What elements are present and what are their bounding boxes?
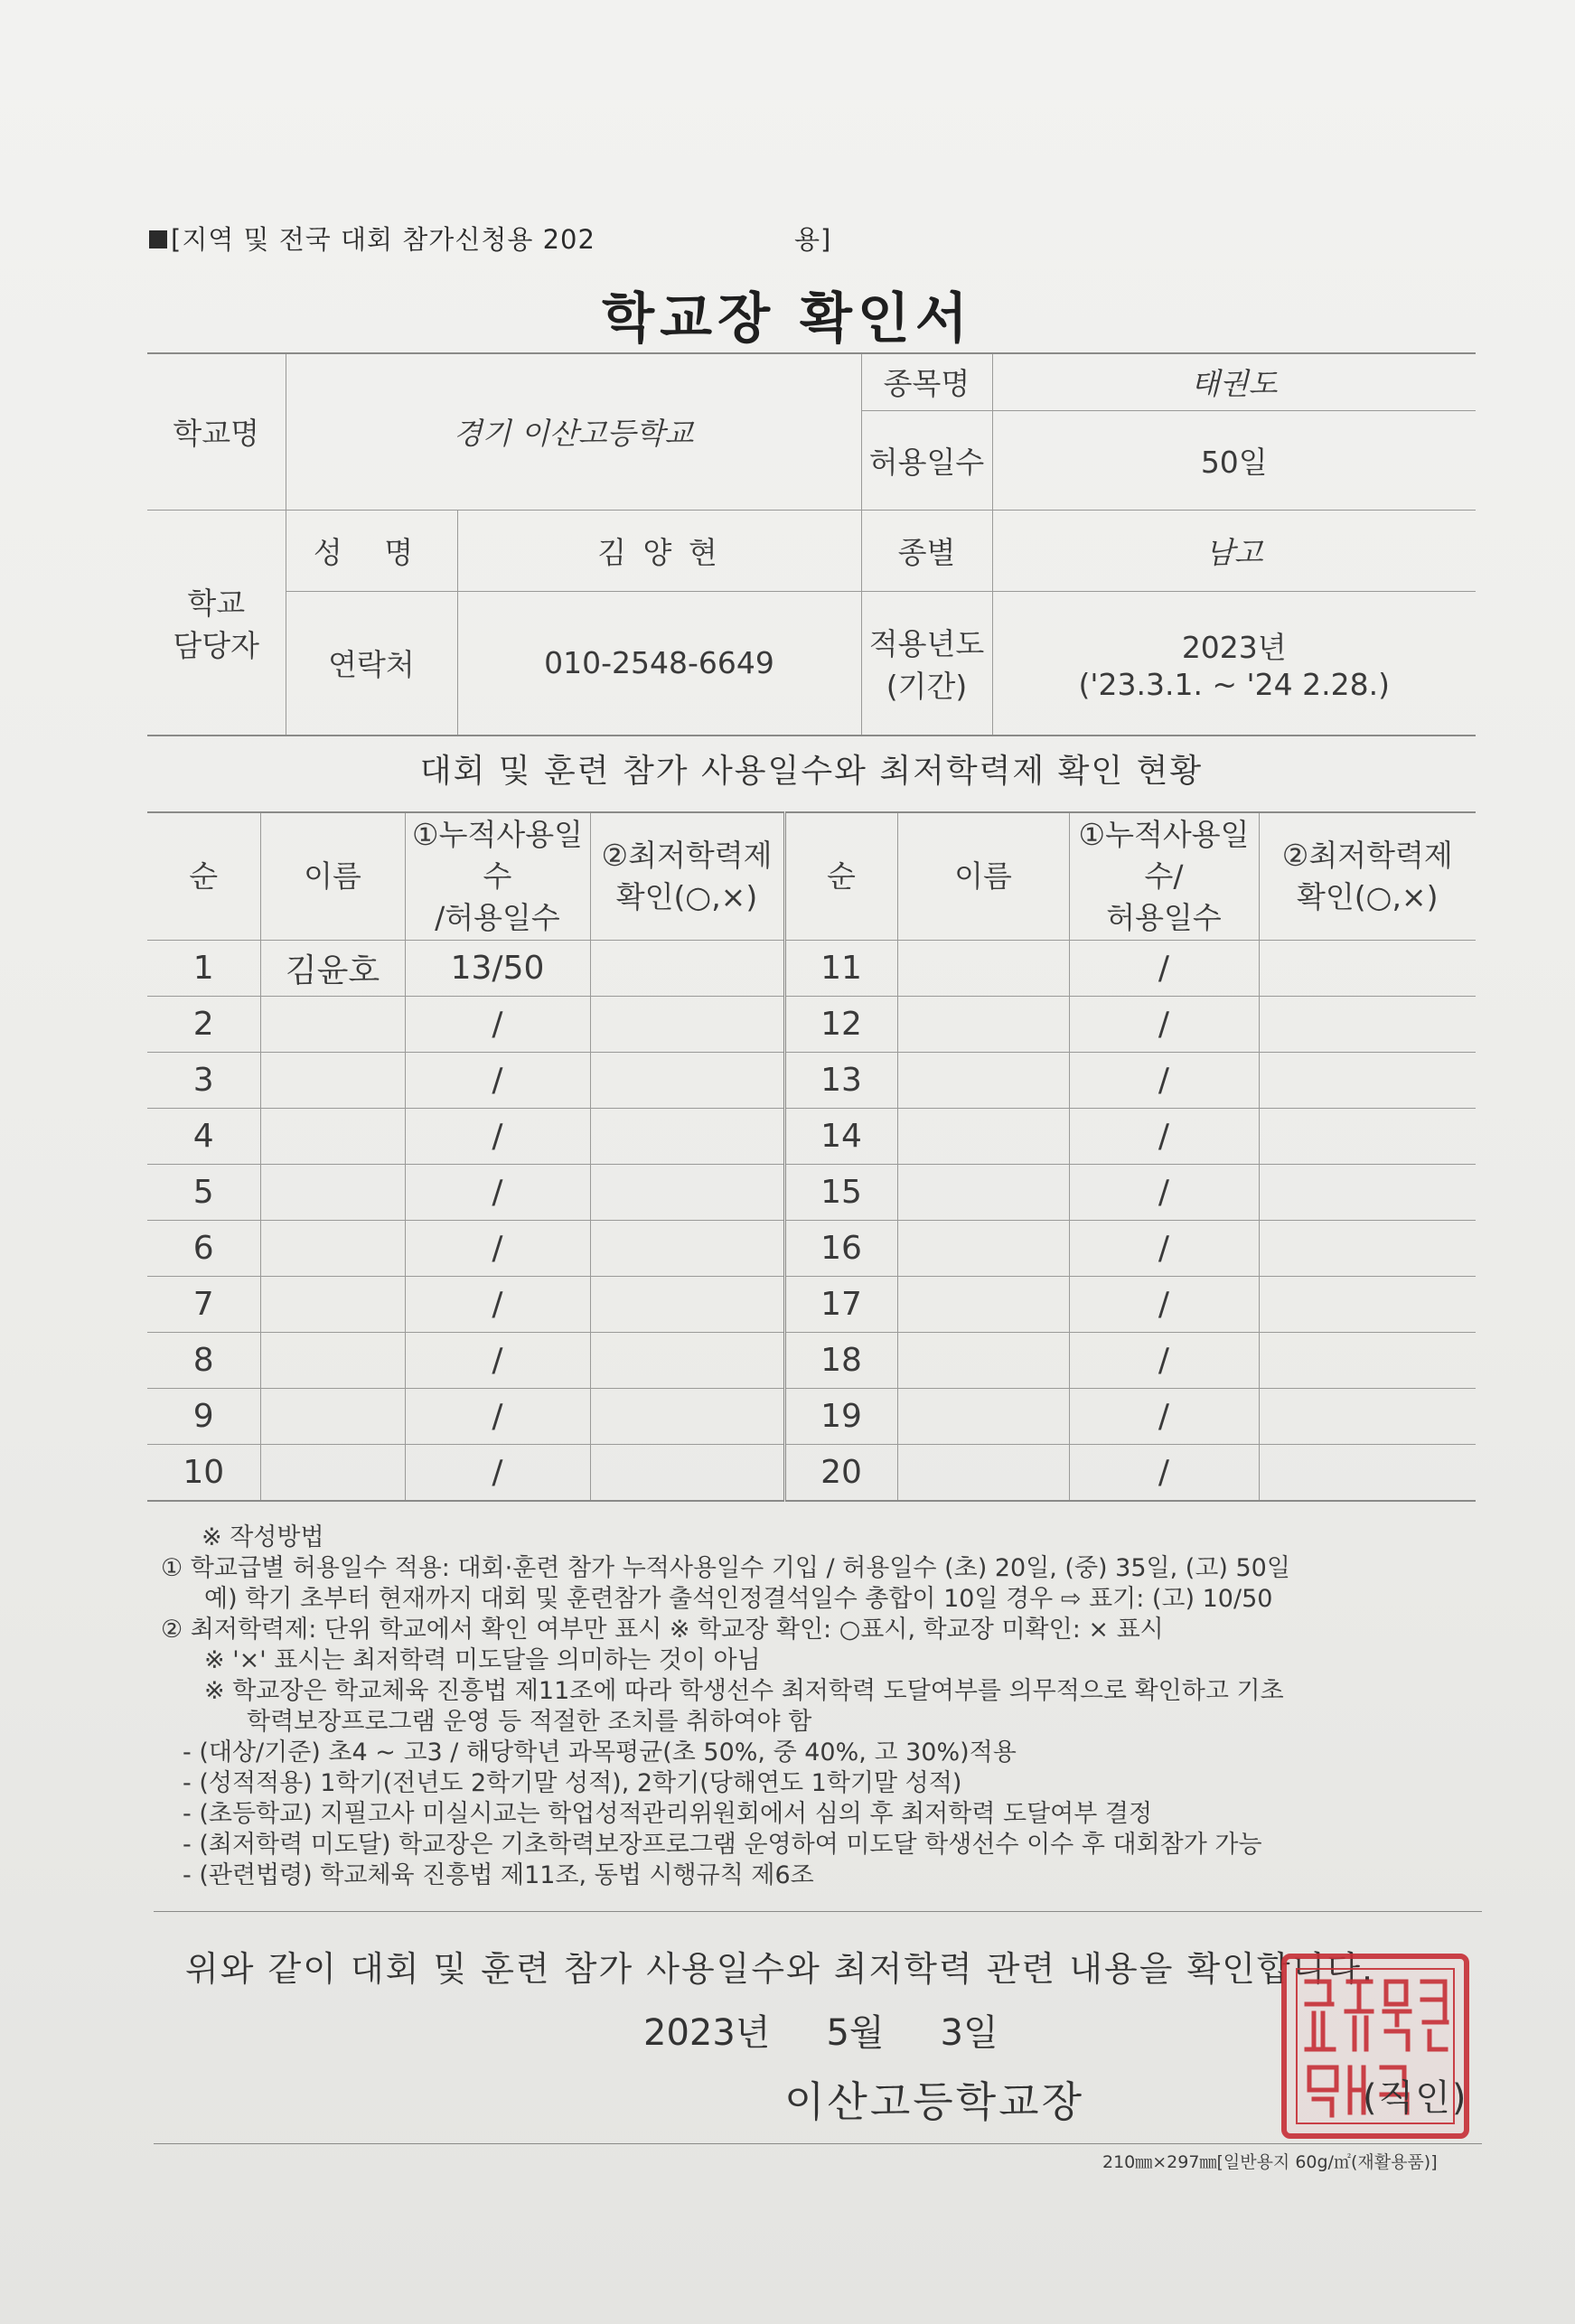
row-name (260, 1165, 405, 1221)
contact-label: 연락처 (286, 591, 457, 736)
row-number: 5 (147, 1165, 260, 1221)
col-header-days: ①누적사용일수 /허용일수 (405, 812, 590, 941)
row-name (260, 1277, 405, 1333)
seal-label: (직인) (1363, 2077, 1468, 2119)
row-check (590, 1109, 784, 1165)
divider-bottom (154, 2143, 1482, 2144)
row-number-2: 18 (784, 1333, 897, 1389)
col-header-no: 순 (147, 812, 260, 941)
row-check (590, 1165, 784, 1221)
row-days: / (405, 1445, 590, 1502)
sport-value: 태권도 (992, 353, 1476, 410)
confirmation-statement: 위와 같이 대회 및 훈련 참가 사용일수와 최저학력 관련 내용을 확인합니다. (185, 1949, 1375, 1989)
col-header-check: ②최저학력제 확인(○,×) (590, 812, 784, 941)
row-name-2 (897, 997, 1069, 1053)
col-header-no-2: 순 (784, 812, 897, 941)
row-check-2 (1259, 1165, 1476, 1221)
row-days-2: / (1069, 1109, 1259, 1165)
row-name-2 (897, 1165, 1069, 1221)
year-value: 2023년 ('23.3.1. ~ '24 2.28.) (992, 591, 1476, 736)
person-name-value: 김 양 현 (457, 510, 861, 591)
note-dash-1: - (대상/기준) 초4 ~ 고3 / 해당학년 과목평균(초 50%, 중 40%, 고 30%)적용 (183, 1738, 1017, 1766)
row-name (260, 1053, 405, 1109)
divider (154, 1911, 1482, 1912)
row-days: / (405, 1389, 590, 1445)
row-check (590, 1389, 784, 1445)
row-name (260, 997, 405, 1053)
row-name-2 (897, 1389, 1069, 1445)
row-days: / (405, 1109, 590, 1165)
note-1: ① 학교급별 허용일수 적용: 대회·훈련 참가 누적사용일수 기입 / 허용일수 (초) 20일, (중) 35일, (고) 50일 (161, 1554, 1290, 1582)
table-row (147, 1389, 1476, 1445)
row-name-2 (897, 1277, 1069, 1333)
row-days-2: / (1069, 1053, 1259, 1109)
row-name (260, 1333, 405, 1389)
row-name: 김윤호 (260, 941, 405, 997)
note-2: ② 최저학력제: 단위 학교에서 확인 여부만 표시 ※ 학교장 확인: ○표시, 학교장 미확인: × 표시 (161, 1616, 1164, 1644)
row-number: 1 (147, 941, 260, 997)
col-header-name: 이름 (260, 812, 405, 941)
row-check-2 (1259, 941, 1476, 997)
row-check-2 (1259, 1445, 1476, 1502)
note-dash-5: - (관련법령) 학교체육 진흥법 제11조, 동법 시행규칙 제6조 (183, 1861, 814, 1889)
row-name (260, 1109, 405, 1165)
note-dash-4: - (최저학력 미도달) 학교장은 기초학력보장프로그램 운영하여 미도달 학생선수 이수 후 대회참가 가능 (183, 1831, 1262, 1859)
row-number-2: 11 (784, 941, 897, 997)
contact-value: 010-2548-6649 (457, 591, 861, 736)
row-number-2: 17 (784, 1277, 897, 1333)
row-name (260, 1445, 405, 1502)
row-days: / (405, 997, 590, 1053)
row-number: 6 (147, 1221, 260, 1277)
row-name-2 (897, 1333, 1069, 1389)
manager-label: 학교 담당자 (147, 510, 286, 736)
row-days-2: / (1069, 1277, 1259, 1333)
row-number-2: 12 (784, 997, 897, 1053)
row-days: / (405, 1053, 590, 1109)
row-name-2 (897, 1109, 1069, 1165)
row-days-2: / (1069, 1389, 1259, 1445)
row-number-2: 16 (784, 1221, 897, 1277)
row-check (590, 1333, 784, 1389)
allowed-days-value: 50일 (992, 410, 1476, 510)
issue-date: 2023년 5월 3일 (643, 2012, 998, 2054)
table-row (147, 997, 1476, 1053)
school-name-label: 학교명 (147, 353, 286, 510)
col-header-name-2: 이름 (897, 812, 1069, 941)
row-days-2: / (1069, 941, 1259, 997)
row-name-2 (897, 1221, 1069, 1277)
school-info-table (147, 352, 1476, 736)
row-check (590, 1053, 784, 1109)
table-row (147, 1277, 1476, 1333)
row-days-2: / (1069, 1221, 1259, 1277)
row-check (590, 1221, 784, 1277)
sport-label: 종목명 (861, 353, 992, 410)
allowed-days-label: 허용일수 (861, 410, 992, 510)
table-row (147, 1053, 1476, 1109)
gender-label: 종별 (861, 510, 992, 591)
note-dash-2: - (성적적용) 1학기(전년도 2학기말 성적), 2학기(당해연도 1학기말 성적) (183, 1769, 962, 1797)
row-number: 9 (147, 1389, 260, 1445)
gender-value: 남고 (992, 510, 1476, 591)
row-number: 10 (147, 1445, 260, 1502)
row-number-2: 20 (784, 1445, 897, 1502)
row-days-2: / (1069, 1333, 1259, 1389)
row-days: / (405, 1165, 590, 1221)
row-name-2 (897, 1053, 1069, 1109)
note-dash-3: - (초등학교) 지필고사 미실시교는 학업성적관리위원회에서 심의 후 최저학력 도달여부 결정 (183, 1800, 1153, 1828)
square-bullet-icon (149, 230, 167, 248)
row-check-2 (1259, 1333, 1476, 1389)
row-check-2 (1259, 1109, 1476, 1165)
row-number-2: 14 (784, 1109, 897, 1165)
row-check (590, 1277, 784, 1333)
row-number: 2 (147, 997, 260, 1053)
participation-table (147, 811, 1476, 1502)
row-number: 8 (147, 1333, 260, 1389)
row-number: 4 (147, 1109, 260, 1165)
paper-spec-note: 210㎜×297㎜[일반용지 60g/㎡(재활용품)] (1102, 2152, 1438, 2172)
table-row (147, 1109, 1476, 1165)
col-header-check-2: ②최저학력제 확인(○,×) (1259, 812, 1476, 941)
row-days: / (405, 1221, 590, 1277)
table-row (147, 1333, 1476, 1389)
instructions (161, 1523, 1480, 1891)
table-row (147, 941, 1476, 997)
table-row (147, 1445, 1476, 1502)
row-number-2: 15 (784, 1165, 897, 1221)
row-days: / (405, 1277, 590, 1333)
table-row (147, 1165, 1476, 1221)
person-name-label: 성 명 (286, 510, 457, 591)
row-check (590, 997, 784, 1053)
row-check-2 (1259, 1053, 1476, 1109)
note-1-example: 예) 학기 초부터 현재까지 대회 및 훈련참가 출석인정결석일수 총합이 10일 경우 ⇨ 표기: (고) 10/50 (204, 1585, 1273, 1613)
col-header-days-2: ①누적사용일수/ 허용일수 (1069, 812, 1259, 941)
row-check-2 (1259, 997, 1476, 1053)
notes-heading: ※ 작성방법 (202, 1523, 324, 1551)
signer-name: 이산고등학교장 (784, 2077, 1085, 2126)
row-name-2 (897, 941, 1069, 997)
note-2-b: ※ 학교장은 학교체육 진흥법 제11조에 따라 학생선수 최저학력 도달여부를 의무적으로 확인하고 기초 (204, 1677, 1284, 1705)
document-title: 학교장 확인서 (602, 287, 973, 351)
row-days: 13/50 (405, 941, 590, 997)
row-days-2: / (1069, 997, 1259, 1053)
row-number-2: 13 (784, 1053, 897, 1109)
year-label: 적용년도 (기간) (861, 591, 992, 736)
note-2-a: ※ '×' 표시는 최저학력 미도달을 의미하는 것이 아님 (204, 1646, 761, 1674)
row-days-2: / (1069, 1165, 1259, 1221)
row-name (260, 1389, 405, 1445)
row-check-2 (1259, 1221, 1476, 1277)
form-usage-label: [지역 및 전국 대회 참가신청용 202 용] (149, 220, 831, 257)
section-title: 대회 및 훈련 참가 사용일수와 최저학력제 확인 현황 (419, 753, 1204, 790)
row-number: 7 (147, 1277, 260, 1333)
row-number: 3 (147, 1053, 260, 1109)
row-name-2 (897, 1445, 1069, 1502)
row-check-2 (1259, 1277, 1476, 1333)
note-2-b-cont: 학력보장프로그램 운영 등 적절한 조치를 취하여야 함 (247, 1708, 812, 1736)
row-number-2: 19 (784, 1389, 897, 1445)
row-name (260, 1221, 405, 1277)
row-check (590, 941, 784, 997)
row-check (590, 1445, 784, 1502)
row-days: / (405, 1333, 590, 1389)
row-days-2: / (1069, 1445, 1259, 1502)
table-row (147, 1221, 1476, 1277)
row-check-2 (1259, 1389, 1476, 1445)
school-name-value: 경기 이산고등학교 (286, 353, 861, 510)
